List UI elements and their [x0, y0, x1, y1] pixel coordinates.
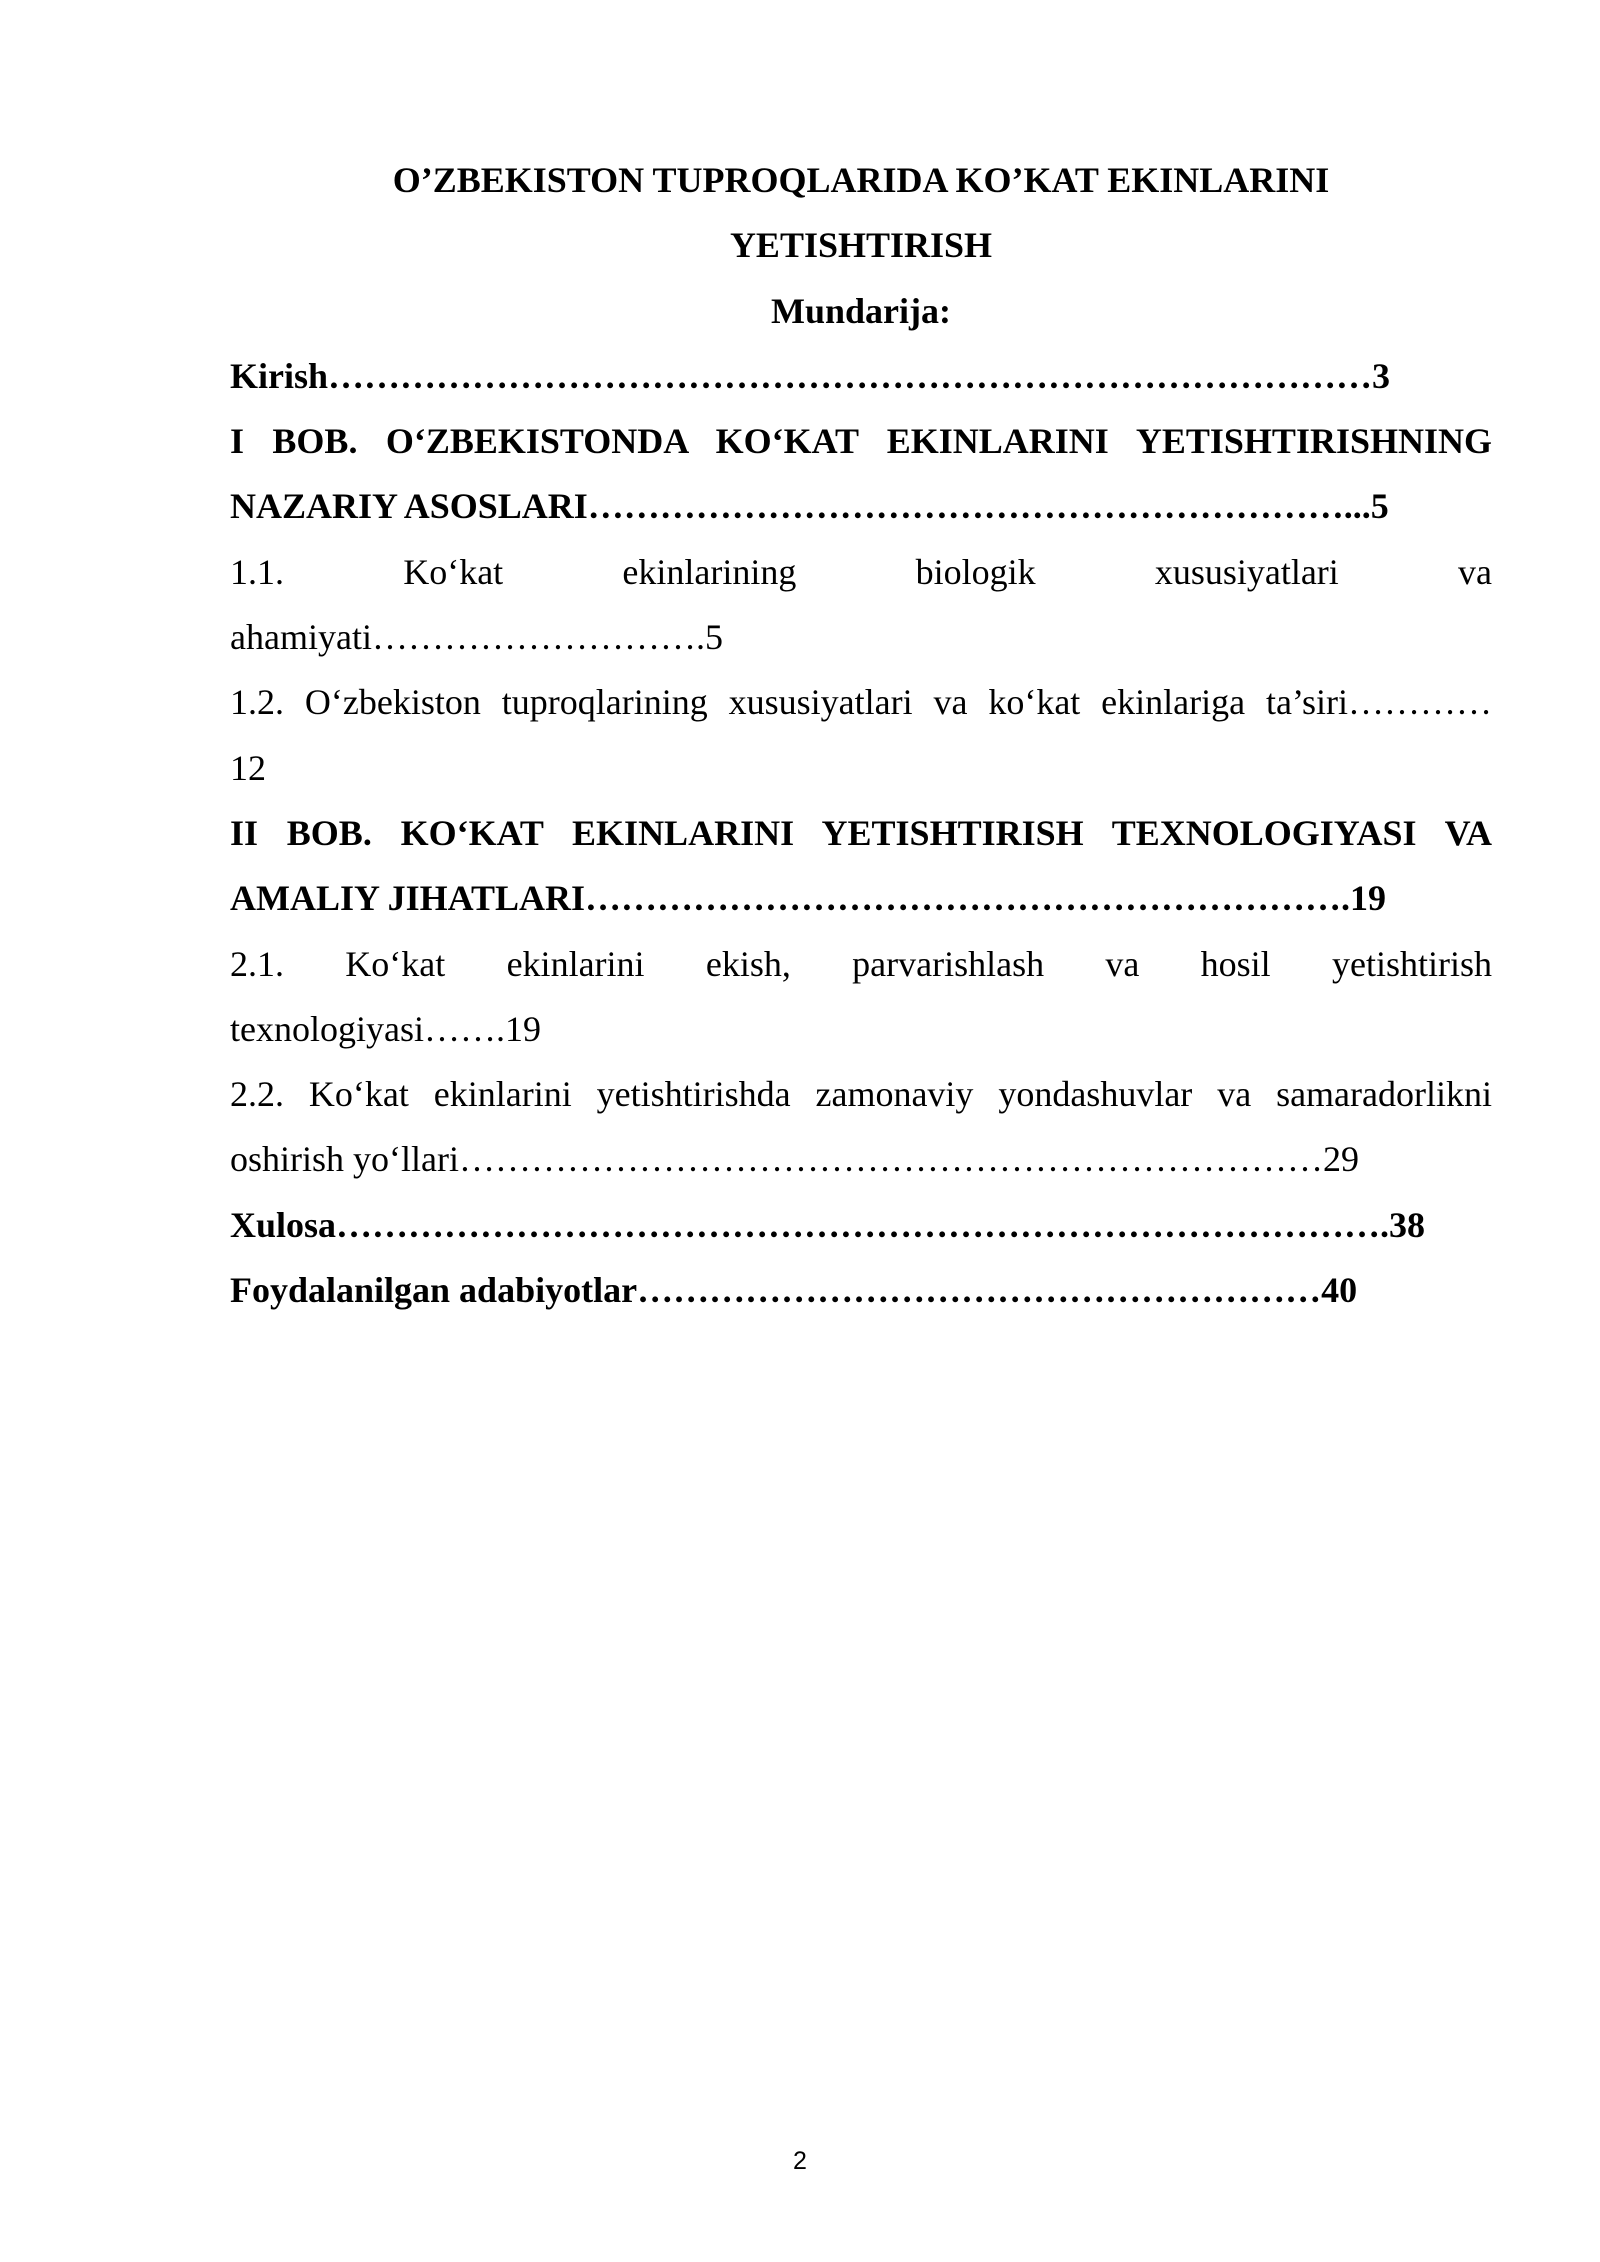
toc-entry-section-2-2-line-2: oshirish yo‘llari………………………………………………………………29: [230, 1139, 1359, 1180]
document-title-line-2: YETISHTIRISH: [729, 225, 993, 266]
toc-entry-section-1-2-line-2: 12: [230, 747, 266, 788]
toc-heading: Mundarija:: [771, 290, 951, 331]
toc-entry-chapter-1-line-1: I BOB. O‘ZBEKISTONDA KO‘KAT EKINLARINI YETISHTIRISHNING: [230, 421, 1492, 462]
toc-entry-chapter-2-line-1: II BOB. KO‘KAT EKINLARINI YETISHTIRISH TEXNOLOGIYASI VA: [230, 812, 1492, 853]
toc-entry-kirish: Kirish……………………………………………………………………………3: [230, 355, 1391, 396]
toc-entry-section-2-1-line-2: texnologiyasi…….19: [230, 1008, 541, 1049]
toc-entry-section-1-2-line-1: 1.2. O‘zbekiston tuproqlarining xususiyatlari va ko‘kat ekinlariga ta’siri…………: [230, 682, 1492, 723]
toc-entry-adabiyotlar: Foydalanilgan adabiyotlar…………………………………………………40: [230, 1270, 1358, 1311]
toc-entry-section-2-2-line-1: 2.2. Ko‘kat ekinlarini yetishtirishda zamonaviy yondashuvlar va samaradorlikni: [230, 1074, 1492, 1115]
page-content: [230, 148, 1492, 1323]
toc-entry-chapter-1-line-2: NAZARIY ASOSLARI………………………………………………………...5: [230, 486, 1389, 527]
toc-entry-section-1-1-line-2: ahamiyati……………………….5: [230, 617, 723, 658]
document-title-line-1: O’ZBEKISTON TUPROQLARIDA KO’KAT EKINLARINI: [392, 160, 1330, 200]
page-number: 2: [793, 2147, 807, 2175]
toc-entry-chapter-2-line-2: AMALIY JIHATLARI……………………………………………………….19: [230, 878, 1387, 919]
toc-entry-section-1-1-line-1: 1.1. Ko‘kat ekinlarining biologik xususiyatlari va: [230, 551, 1492, 592]
toc-entry-xulosa: Xulosa…………………………………………………………………………….38: [230, 1204, 1426, 1245]
toc-entry-section-2-1-line-1: 2.1. Ko‘kat ekinlarini ekish, parvarishlash va hosil yetishtirish: [230, 943, 1492, 984]
